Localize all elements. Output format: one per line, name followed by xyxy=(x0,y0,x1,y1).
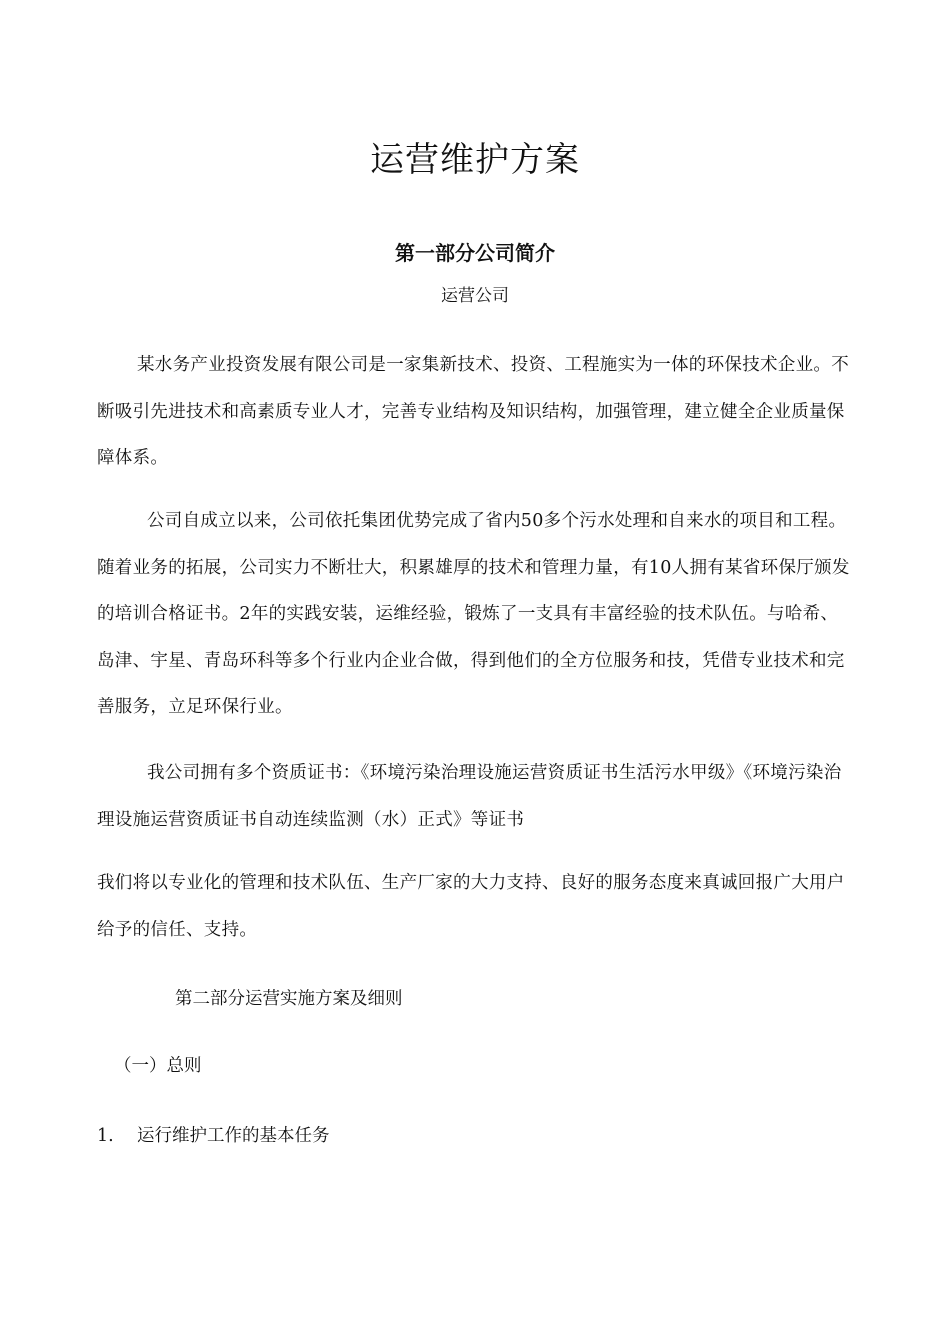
paragraph-certificates: 我公司拥有多个资质证书：《环境污染治理设施运营资质证书生活污水甲级》《环境污染治理设施运营资质证书自动连续监测（水）正式》等证书 xyxy=(97,763,842,830)
part2-heading: 第二部分运营实施方案及细则 xyxy=(175,989,403,1009)
list-item-number: 1. xyxy=(97,1126,114,1146)
document-title: 运营维护方案 xyxy=(370,140,580,180)
part1-subtitle: 运营公司 xyxy=(441,286,509,306)
paragraph-company-history: 公司自成立以来，公司依托集团优势完成了省内50多个污水处理和自来水的项目和工程。随着业务的拓展，公司实力不断壮大，积累雄厚的技术和管理力量，有10人拥有某省环保厅颁发的培训合格证书。2年的实践安装，运维经验，锻炼了一支具有丰富经验的技术队伍。与哈希、岛津、宇星、青岛环科等多个行业内企业合做，得到他们的全方位服务和技，凭借专业技术和完善服务，立足环保行业。 xyxy=(97,511,850,717)
part1-heading: 第一部分公司简介 xyxy=(395,241,555,265)
list-item-text: 运行维护工作的基本任务 xyxy=(137,1126,330,1146)
section-general: （一）总则 xyxy=(114,1056,202,1076)
paragraph-commitment: 我们将以专业化的管理和技术队伍、生产厂家的大力支持、良好的服务态度来真诚回报广大用户给予的信任、支持。 xyxy=(97,873,845,940)
paragraph-company-intro: 某水务产业投资发展有限公司是一家集新技术、投资、工程施实为一体的环保技术企业。不断吸引先进技术和高素质专业人才，完善专业结构及知识结构，加强管理，建立健全企业质量保障体系。 xyxy=(97,355,849,468)
list-item xyxy=(97,1120,330,1152)
